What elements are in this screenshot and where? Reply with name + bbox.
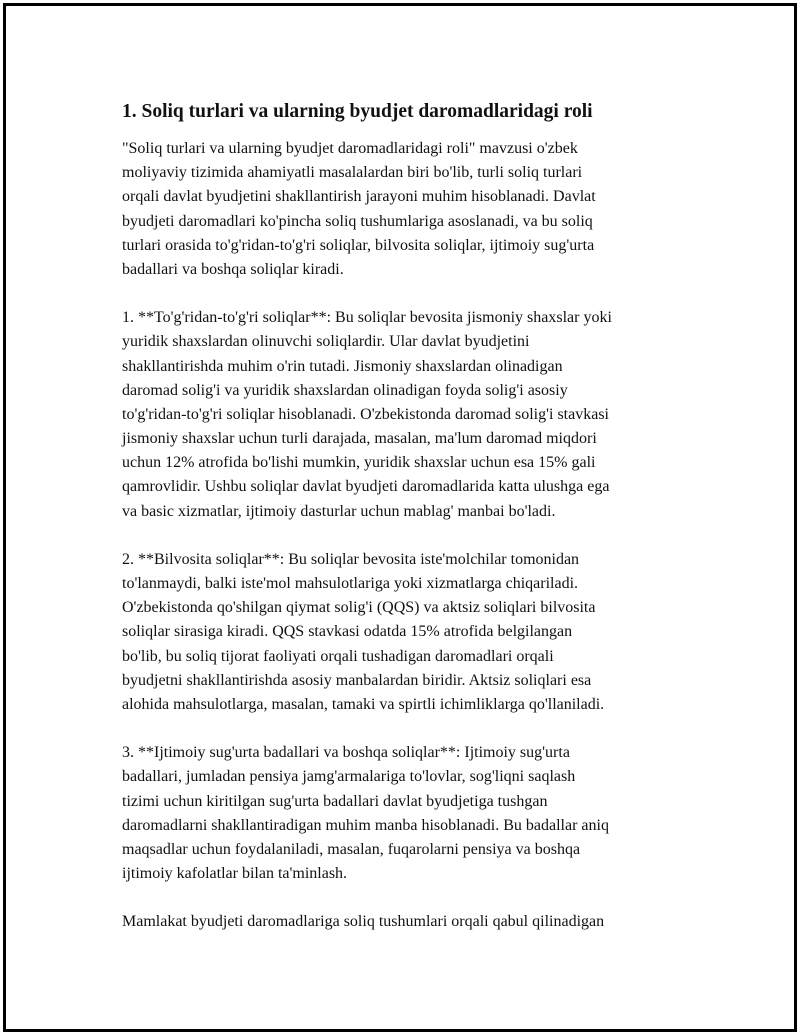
text-line: va basic xizmatlar, ijtimoiy dasturlar uchun mablag' manbai bo'ladi. (122, 502, 556, 520)
text-line: bo'lib, bu soliq tijorat faoliyati orqali tushadigan daromadlari orqali (122, 647, 554, 665)
text-line: yuridik shaxslardan olinuvchi soliqlardir. Ular davlat byudjetini (122, 333, 530, 351)
text-line: orqali davlat byudjetini shakllantirish jarayoni muhim hisoblanadi. Davlat (122, 188, 596, 206)
paragraph-indirect-taxes (122, 548, 702, 717)
page-frame (3, 3, 797, 1032)
text-line: "Soliq turlari va ularning byudjet daromadlaridagi roli" mavzusi o'zbek (122, 140, 578, 157)
text-line: alohida mahsulotlarga, masalan, tamaki va spirtli ichimliklarga qo'llaniladi. (122, 695, 605, 713)
text-line: O'zbekistonda qo'shilgan qiymat solig'i (QQS) va aktsiz soliqlari bilvosita (122, 599, 596, 617)
text-line: badallari va boshqa soliqlar kiradi. (122, 260, 344, 278)
text-line: byudjetni shakllantirishda asosiy manbalardan biridir. Aktsiz soliqlari esa (122, 671, 592, 689)
text-line: qamrovlidir. Ushbu soliqlar davlat byudjeti daromadlarida katta ulushga ega (122, 478, 610, 496)
text-line: moliyaviy tizimida ahamiyatli masalalardan biri bo'lib, turli soliq turlari (122, 164, 583, 182)
text-line: maqsadlar uchun foydalaniladi, masalan, fuqarolarni pensiya va boshqa (122, 840, 581, 858)
document-title: 1. Soliq turlari va ularning byudjet daromadlaridagi roli (122, 101, 593, 122)
paragraph-direct-taxes (122, 306, 702, 524)
text-line: shakllantirishda muhim o'rin tutadi. Jismoniy shaxslardan olinadigan (122, 357, 563, 375)
text-line: tizimi uchun kiritilgan sug'urta badallari davlat byudjetiga tushgan (122, 792, 548, 810)
text-line: ijtimoiy kafolatlar bilan ta'minlash. (122, 865, 348, 883)
paragraph-social-insurance (122, 741, 702, 886)
text-line: 2. **Bilvosita soliqlar**: Bu soliqlar bevosita iste'molchilar tomonidan (122, 550, 580, 568)
text-line: byudjeti daromadlari ko'pincha soliq tushumlariga asoslanadi, va bu soliq (122, 212, 593, 230)
text-line: badallari, jumladan pensiya jamg'armalariga to'lovlar, sog'liqni saqlash (122, 768, 576, 786)
text-line: daromadlarni shakllantiradigan muhim manba hisoblanadi. Bu badallar aniq (122, 816, 609, 834)
text-line: soliqlar sirasiga kiradi. QQS stavkasi odatda 15% atrofida belgilangan (122, 623, 573, 641)
paragraph-intro (122, 137, 702, 282)
text-line: daromad solig'i va yuridik shaxslardan olinadigan foyda solig'i asosiy (122, 381, 568, 399)
document-body (122, 99, 702, 958)
text-line: to'lanmaydi, balki iste'mol mahsulotlariga yoki xizmatlarga chiqariladi. (122, 575, 579, 592)
text-line: jismoniy shaxslar uchun turli darajada, masalan, ma'lum daromad miqdori (122, 430, 597, 448)
text-line: 3. **Ijtimoiy sug'urta badallari va boshqa soliqlar**: Ijtimoiy sug'urta (122, 744, 570, 762)
text-line: Mamlakat byudjeti daromadlariga soliq tushumlari orqali qabul qilinadigan (122, 913, 605, 931)
paragraph-conclusion (122, 910, 702, 934)
text-line: turlari orasida to'g'ridan-to'g'ri soliqlar, bilvosita soliqlar, ijtimoiy sug'urta (122, 236, 595, 254)
text-line: 1. **To'g'ridan-to'g'ri soliqlar**: Bu soliqlar bevosita jismoniy shaxslar yoki (122, 309, 612, 327)
text-line: uchun 12% atrofida bo'lishi mumkin, yuridik shaxslar uchun esa 15% gali (122, 454, 596, 472)
text-line: to'g'ridan-to'g'ri soliqlar hisoblanadi. O'zbekistonda daromad solig'i stavkasi (122, 405, 609, 423)
